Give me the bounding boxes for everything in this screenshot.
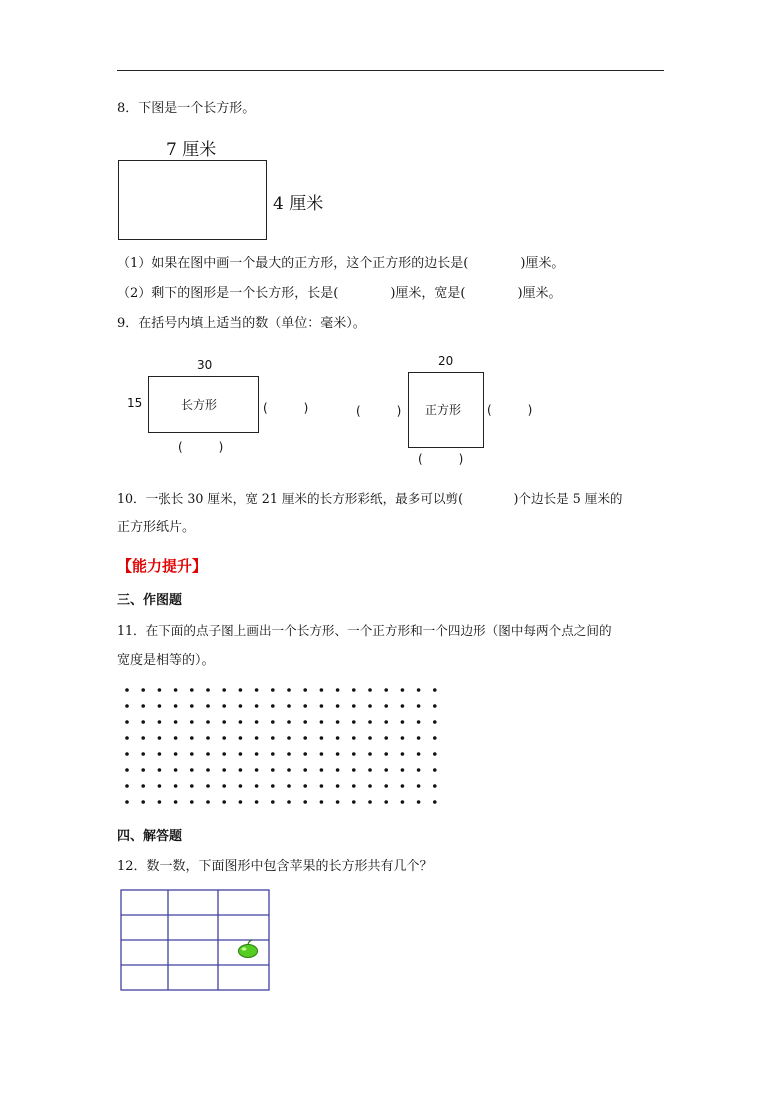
q9-title: 9．在括号内填上适当的数（单位：毫米）。 [117, 316, 366, 331]
grid-dot [190, 704, 194, 708]
grid-dot [433, 704, 437, 708]
grid-dot [190, 752, 194, 756]
grid-dot [368, 688, 372, 692]
grid-dot [158, 784, 162, 788]
grid-dot [222, 720, 226, 724]
grid-dot [158, 720, 162, 724]
grid-dot [352, 752, 356, 756]
grid-dot [287, 704, 291, 708]
grid-dot [141, 752, 145, 756]
grid-dot [384, 688, 388, 692]
q9-sq-top-label: 20 [438, 354, 454, 368]
grid-dot [222, 736, 226, 740]
grid-dot [158, 736, 162, 740]
grid-dot [287, 800, 291, 804]
grid-dot [174, 688, 178, 692]
grid-dot [401, 752, 405, 756]
grid-dot [174, 800, 178, 804]
grid-dot [158, 768, 162, 772]
q8-sub2: （2）剩下的图形是一个长方形，长是( )厘米，宽是( )厘米。 [117, 286, 562, 301]
grid-dot [174, 768, 178, 772]
grid-dot [287, 768, 291, 772]
grid-dot [222, 800, 226, 804]
grid-dot [206, 768, 210, 772]
grid-dot [352, 688, 356, 692]
grid-dot [433, 736, 437, 740]
grid-dot [368, 720, 372, 724]
grid-dot [401, 736, 405, 740]
grid-dot [287, 784, 291, 788]
grid-dot [239, 688, 243, 692]
grid-dot [255, 704, 259, 708]
grid-dot [190, 800, 194, 804]
grid-dot [190, 720, 194, 724]
grid-dot [206, 784, 210, 788]
q9-rect-top-label: 30 [197, 358, 213, 372]
grid-dot [222, 688, 226, 692]
grid-dot [190, 736, 194, 740]
grid-dot [174, 736, 178, 740]
q9-sq-center-label: 正方形 [425, 403, 462, 417]
grid-dot [303, 752, 307, 756]
grid-dot [271, 784, 275, 788]
grid-dot [352, 784, 356, 788]
grid-dot [125, 784, 129, 788]
grid-dot [320, 784, 324, 788]
grid-dot [384, 752, 388, 756]
q8-length-label: 7 厘米 [166, 140, 217, 160]
grid-dot [401, 768, 405, 772]
grid-dot [239, 720, 243, 724]
q8-title: 8．下图是一个长方形。 [117, 101, 256, 116]
grid-dot [271, 720, 275, 724]
grid-dot [336, 752, 340, 756]
grid-dot [384, 704, 388, 708]
grid-dot [125, 720, 129, 724]
grid-dot [158, 752, 162, 756]
grid-dot [336, 800, 340, 804]
grid-dot [125, 800, 129, 804]
grid-dot [303, 720, 307, 724]
grid-dot [433, 800, 437, 804]
grid-dot [255, 784, 259, 788]
grid-dot [255, 736, 259, 740]
grid-dot [433, 768, 437, 772]
grid-dot [368, 784, 372, 788]
grid-dot [158, 688, 162, 692]
grid-dot [336, 736, 340, 740]
grid-dot [255, 688, 259, 692]
grid-dot [255, 752, 259, 756]
grid-dot [271, 736, 275, 740]
q8-width-label: 4 厘米 [273, 194, 324, 214]
grid-dot [190, 688, 194, 692]
grid-dot [368, 768, 372, 772]
grid-dot [222, 768, 226, 772]
grid-dot [141, 800, 145, 804]
dot-grid[interactable] [118, 682, 443, 810]
grid-dot [417, 720, 421, 724]
grid-dot [125, 768, 129, 772]
q9-sq-right-blank: ( ) [487, 403, 533, 417]
grid-dot [287, 720, 291, 724]
grid-dot [206, 736, 210, 740]
grid-dot [401, 688, 405, 692]
grid-dot [352, 800, 356, 804]
grid-dot [206, 720, 210, 724]
grid-dot [433, 752, 437, 756]
grid-dot [336, 720, 340, 724]
q8-sub1: （1）如果在图中画一个最大的正方形，这个正方形的边长是( )厘米。 [117, 256, 565, 271]
grid-dot [206, 752, 210, 756]
grid-dot [255, 768, 259, 772]
grid-dot [433, 688, 437, 692]
grid-dot [336, 784, 340, 788]
apple-icon [239, 940, 258, 958]
grid-dot [271, 704, 275, 708]
section-ability-heading: 【能力提升】 [117, 557, 208, 575]
grid-dot [271, 688, 275, 692]
grid-dot [384, 768, 388, 772]
grid-dot [303, 768, 307, 772]
grid-dot [287, 688, 291, 692]
grid-dot [303, 736, 307, 740]
grid-dot [417, 736, 421, 740]
grid-dot [174, 720, 178, 724]
grid-dot [222, 704, 226, 708]
grid-dot [125, 752, 129, 756]
grid-dot [303, 704, 307, 708]
grid-dot [417, 784, 421, 788]
grid-dot [417, 704, 421, 708]
grid-dot [352, 720, 356, 724]
grid-dot [368, 704, 372, 708]
grid-dot [401, 800, 405, 804]
q9-rect-bottom-blank: ( ) [178, 440, 224, 454]
grid-dot [336, 704, 340, 708]
grid-dot [417, 688, 421, 692]
grid-dot [222, 784, 226, 788]
section3-heading: 三、作图题 [117, 593, 183, 608]
grid-dot [271, 768, 275, 772]
q10-line2: 正方形纸片。 [117, 520, 196, 535]
grid-dot [239, 800, 243, 804]
q11-line1: 11．在下面的点子图上画出一个长方形、一个正方形和一个四边形（图中每两个点之间的 [117, 623, 612, 638]
grid-dot [190, 768, 194, 772]
grid-dot [239, 736, 243, 740]
grid-dot [417, 768, 421, 772]
grid-dot [239, 752, 243, 756]
grid-dot [239, 784, 243, 788]
grid-dot [174, 704, 178, 708]
grid-dot [336, 688, 340, 692]
grid-dot [271, 800, 275, 804]
grid-dot [141, 704, 145, 708]
grid-dot [239, 768, 243, 772]
grid-dot [222, 752, 226, 756]
q9-rect-left-label: 15 [127, 396, 143, 410]
grid-dot [384, 736, 388, 740]
grid-dot [352, 768, 356, 772]
q9-rect-center-label: 长方形 [181, 398, 218, 412]
grid-dot [320, 800, 324, 804]
grid-dot [303, 688, 307, 692]
grid-dot [206, 704, 210, 708]
grid-dot [352, 736, 356, 740]
q12-title: 12．数一数，下面图形中包含苹果的长方形共有几个？ [117, 859, 433, 874]
section4-heading: 四、解答题 [117, 829, 183, 844]
grid-dot [433, 720, 437, 724]
grid-dot [320, 736, 324, 740]
grid-dot [141, 720, 145, 724]
grid-dot [303, 784, 307, 788]
grid-dot [206, 688, 210, 692]
grid-dot [320, 688, 324, 692]
grid-dot [320, 720, 324, 724]
q9-sq-bottom-blank: ( ) [418, 452, 464, 466]
grid-dot [368, 752, 372, 756]
grid-dot [320, 768, 324, 772]
grid-dot [125, 688, 129, 692]
grid-dot [433, 784, 437, 788]
grid-dot [352, 704, 356, 708]
grid-dot [401, 704, 405, 708]
q9-rect-right-blank: ( ) [263, 401, 309, 415]
grid-dot [303, 800, 307, 804]
grid-dot [368, 800, 372, 804]
grid-dot [401, 720, 405, 724]
grid-dot [255, 720, 259, 724]
grid-dot [384, 784, 388, 788]
grid-dot [271, 752, 275, 756]
grid-dot [125, 736, 129, 740]
grid-dot [417, 800, 421, 804]
grid-dot [239, 704, 243, 708]
q8-rectangle [118, 160, 267, 240]
grid-dot [125, 704, 129, 708]
grid-dot [401, 784, 405, 788]
grid-dot [158, 704, 162, 708]
q12-grid-figure [118, 887, 272, 993]
grid-dot [141, 784, 145, 788]
grid-dot [174, 784, 178, 788]
grid-dot [206, 800, 210, 804]
q11-line2: 宽度是相等的）。 [117, 653, 215, 668]
grid-dot [287, 752, 291, 756]
grid-dot [384, 720, 388, 724]
grid-dot [368, 736, 372, 740]
grid-dot [417, 752, 421, 756]
grid-dot [190, 784, 194, 788]
grid-dot [287, 736, 291, 740]
grid-dot [320, 704, 324, 708]
q10-line1: 10．一张长 30 厘米，宽 21 厘米的长方形彩纸，最多可以剪( )个边长是 5 厘米的 [117, 491, 623, 506]
q12-grid-lines [121, 890, 269, 990]
grid-dot [141, 736, 145, 740]
grid-dot [158, 800, 162, 804]
grid-dot [255, 800, 259, 804]
grid-dot [384, 800, 388, 804]
header-rule [117, 70, 664, 71]
grid-dot [141, 688, 145, 692]
grid-dot [174, 752, 178, 756]
q9-sq-left-blank: ( ) [356, 404, 402, 418]
grid-dot [141, 768, 145, 772]
grid-dot [336, 768, 340, 772]
grid-dot [320, 752, 324, 756]
